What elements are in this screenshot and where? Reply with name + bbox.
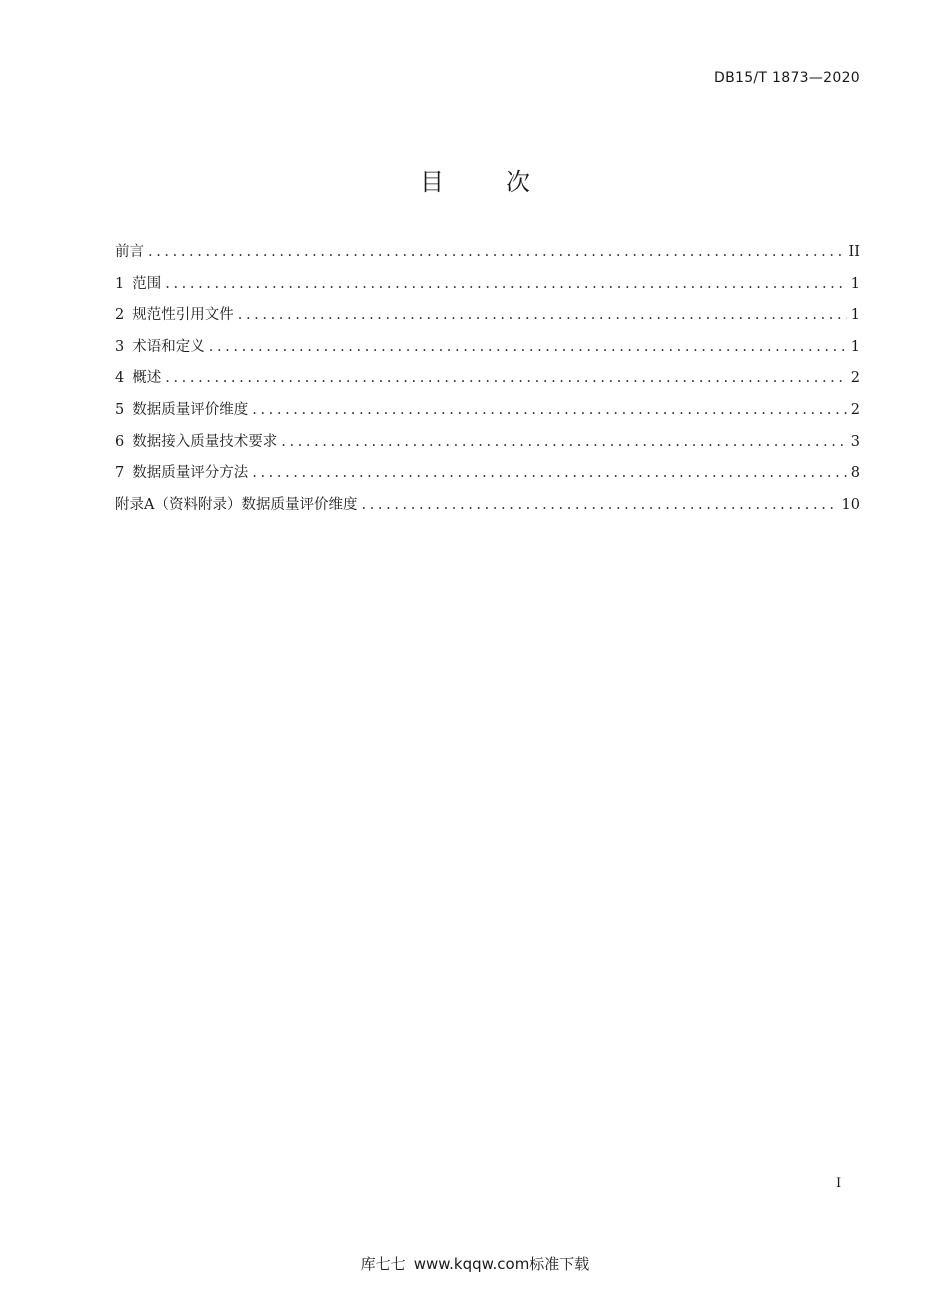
toc-entry-text: 术语和定义	[132, 338, 205, 355]
toc-entry-number: 3	[115, 338, 125, 355]
toc-entry-text: 数据接入质量技术要求	[132, 433, 278, 450]
toc-entry-access-requirements[interactable]	[115, 430, 860, 462]
toc-entry-normative-references[interactable]	[115, 303, 860, 335]
toc-entry-text: 数据质量评分方法	[132, 465, 249, 482]
toc-entry-label: 前言	[115, 244, 144, 260]
document-code: DB15/T 1873—2020	[714, 70, 860, 86]
toc-dot-leader	[209, 339, 847, 355]
toc-title	[0, 162, 950, 197]
toc-entry-foreword[interactable]	[115, 240, 860, 272]
toc-title-char-1: 目	[420, 168, 444, 196]
toc-entry-text: 范围	[132, 275, 162, 292]
footer-site-text: www.kqqw.com标准下载	[413, 1255, 590, 1273]
toc-dot-leader	[148, 244, 845, 260]
footer-site-name: 库七七	[360, 1255, 406, 1273]
toc-entry-page: 10	[841, 496, 860, 513]
toc-entry-label	[115, 398, 248, 419]
page-number: I	[836, 1176, 842, 1191]
toc-entry-quality-dimensions[interactable]	[115, 398, 860, 430]
toc-title-char-2: 次	[506, 168, 530, 196]
toc-entry-number: 6	[115, 433, 125, 450]
toc-entry-text: 概述	[132, 370, 162, 387]
toc-dot-leader	[165, 370, 847, 386]
toc-entry-page: 2	[850, 401, 860, 418]
toc-entry-text: 数据质量评价维度	[132, 401, 249, 418]
toc-dot-leader	[165, 276, 847, 292]
toc-entry-label	[115, 272, 161, 293]
toc-entry-number: 1	[115, 275, 125, 292]
toc-entry-scoring-method[interactable]	[115, 461, 860, 493]
toc-entry-page: II	[848, 244, 860, 260]
toc-entry-page: 8	[850, 465, 860, 482]
toc-entry-label	[115, 461, 248, 482]
toc-entry-terms[interactable]	[115, 335, 860, 367]
toc-entry-number: 5	[115, 401, 125, 418]
toc-entry-overview[interactable]	[115, 366, 860, 398]
toc-entry-page: 1	[850, 275, 860, 292]
toc-entry-scope[interactable]	[115, 272, 860, 304]
toc-entry-page: 2	[850, 370, 860, 387]
toc-dot-leader	[252, 465, 847, 481]
toc-dot-leader	[281, 434, 847, 450]
toc-entry-text: 规范性引用文件	[132, 307, 234, 324]
toc-dot-leader	[361, 497, 837, 513]
toc-entry-label	[115, 430, 277, 451]
toc-entry-number: 2	[115, 307, 125, 324]
toc-dot-leader	[252, 402, 847, 418]
toc-entry-page: 1	[850, 338, 860, 355]
footer-watermark	[0, 1253, 950, 1274]
toc-entry-appendix-a[interactable]	[115, 493, 860, 525]
toc-dot-leader	[238, 307, 847, 323]
toc-entry-label: 附录A（资料附录）数据质量评价维度	[115, 496, 358, 513]
table-of-contents	[115, 240, 860, 524]
toc-entry-page: 1	[850, 307, 860, 324]
toc-entry-label	[115, 303, 234, 324]
toc-entry-number: 7	[115, 465, 125, 482]
toc-entry-label	[115, 335, 205, 356]
toc-entry-page: 3	[850, 433, 860, 450]
toc-entry-label	[115, 366, 161, 387]
toc-entry-number: 4	[115, 370, 125, 387]
